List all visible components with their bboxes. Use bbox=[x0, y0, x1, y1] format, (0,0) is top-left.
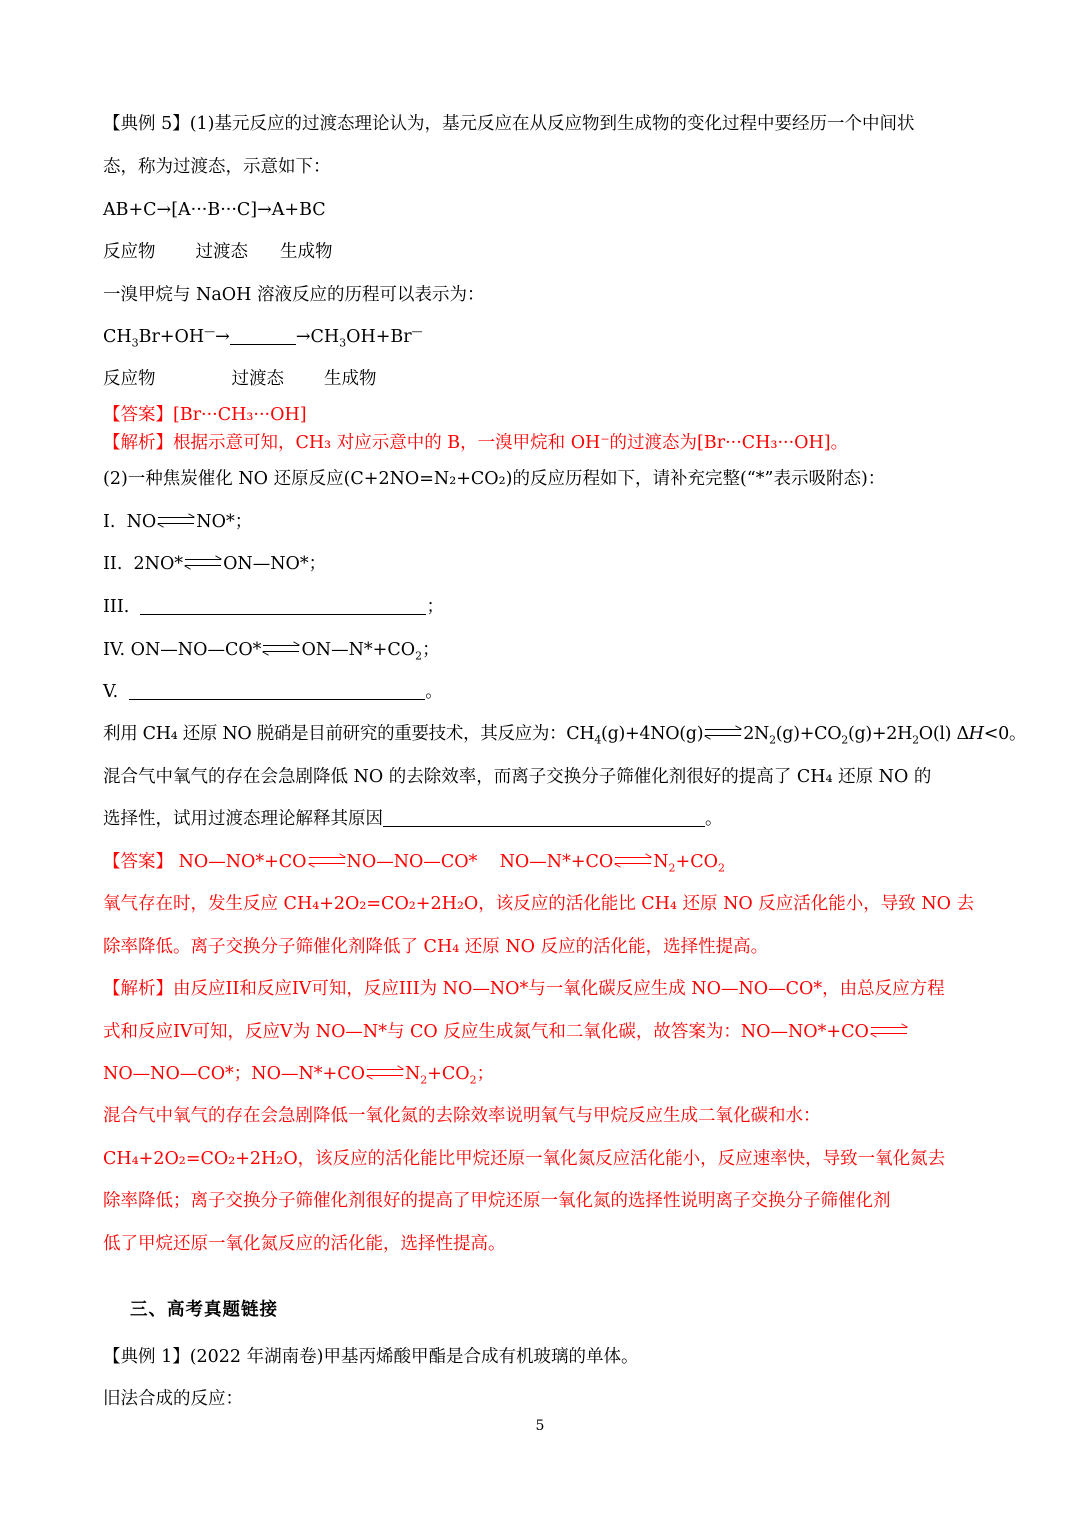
step-2: II. 2NO* ON—NO*； bbox=[103, 554, 327, 574]
example5-line1 bbox=[103, 112, 983, 136]
example5-p1-line1: (1)基元反应的过渡态理论认为，基元反应在从反应物到生成物的变化过程中要经历一个中间状 bbox=[189, 114, 915, 134]
scheme-equation: AB+C→[A···B···C]→A+BC bbox=[103, 200, 326, 220]
label-product: 生成物 bbox=[280, 242, 333, 262]
label-reactant: 反应物 bbox=[103, 242, 156, 262]
example1-text: (2022 年湖南卷)甲基丙烯酸甲酯是合成有机玻璃的单体。 bbox=[189, 1347, 639, 1367]
step-1-label: I. bbox=[103, 512, 116, 532]
step-4-label: IV. bbox=[103, 640, 126, 660]
answer-1-text: [Br···CH₃···OH] bbox=[173, 405, 307, 425]
ch4-reaction-line: 利用 CH₄ 还原 NO 脱硝是目前研究的重要技术，其反应为：$CH_4(g)+4NO(g)$ $2N_2(g)+CO_2(g)+2H_2O(l)$ ΔH<0。 bbox=[103, 724, 1027, 747]
step-5: V. 。 bbox=[103, 682, 443, 702]
label-product-2: 生成物 bbox=[324, 369, 377, 389]
bromomethane-equation: $CH_3Br+OH^—\to \to CH_3OH+Br^—$ bbox=[103, 325, 423, 350]
analysis-1-text: 根据示意可知，CH₃ 对应示意中的 B，一溴甲烷和 OH⁻的过渡态为[Br···CH₃···OH]。 bbox=[173, 433, 849, 453]
step-4: IV. ON—NO—CO* $ON—N*+CO_2$； bbox=[103, 640, 440, 663]
page-number: 5 bbox=[535, 1418, 545, 1434]
analysis-2-tag: 【解析】 bbox=[103, 979, 173, 999]
selectivity-line: 选择性，试用过渡态理论解释其原因 。 bbox=[103, 809, 723, 829]
answer-blank-reason bbox=[383, 810, 705, 827]
answer-1 bbox=[103, 403, 983, 427]
answer-2-line3: 除率降低。离子交换分子筛催化剂降低了 CH₄ 还原 NO 反应的活化能，选择性提高。 bbox=[103, 937, 769, 957]
intro-line: 一溴甲烷与 NaOH 溶液反应的历程可以表示为： bbox=[103, 285, 485, 305]
answer-2-tag: 【答案】 bbox=[103, 852, 173, 872]
analysis-2-line7: 低了甲烷还原一氧化氮反应的活化能，选择性提高。 bbox=[103, 1234, 506, 1254]
example1-title: 【典例 1】 bbox=[103, 1347, 190, 1367]
analysis-2-line5: CH₄+2O₂=CO₂+2H₂O，该反应的活化能比甲烷还原一氧化氮反应活化能小，反应速率快，导致一氧化氮去 bbox=[103, 1149, 946, 1169]
section-title: 三、高考真题链接 bbox=[130, 1300, 278, 1320]
answer-blank-step3 bbox=[140, 598, 426, 615]
analysis-2-line4: 混合气中氧气的存在会急剧降低一氧化氮的去除效率说明氧气与甲烷反应生成二氧化碳和水： bbox=[103, 1106, 821, 1126]
part2-intro: (2)一种焦炭催化 NO 还原反应(C+2NO=N₂+CO₂)的反应历程如下，请补充完整(“*”表示吸附态)： bbox=[103, 469, 886, 489]
analysis-2-line6: 除率降低；离子交换分子筛催化剂很好的提高了甲烷还原一氧化氮的选择性说明离子交换分子筛催化剂 bbox=[103, 1191, 891, 1211]
analysis-1 bbox=[103, 431, 983, 455]
step-5-label: V. bbox=[103, 682, 119, 702]
analysis-2-line3: NO—NO—CO*；NO—N*+CO $N_2+CO_2$； bbox=[103, 1064, 495, 1087]
analysis-2-text1: 由反应II和反应IV可知，反应III为 NO—NO*与一氧化碳反应生成 NO—NO—CO*，由总反应方程 bbox=[173, 979, 945, 999]
label-transition: 过渡态 bbox=[195, 242, 248, 262]
step-3: III. ； bbox=[103, 597, 444, 617]
equation-labels bbox=[103, 367, 983, 391]
answer-blank-1 bbox=[230, 328, 296, 345]
answer-2: 【答案】 NO—NO*+CO NO—NO—CO* NO—N*+CO $N_2+CO_2$ bbox=[103, 852, 725, 875]
label-reactant-2: 反应物 bbox=[103, 369, 156, 389]
answer-blank-step5 bbox=[129, 683, 425, 700]
step-3-label: III. bbox=[103, 597, 130, 617]
step-1: I. NO NO*； bbox=[103, 512, 253, 532]
selectivity-text: 选择性，试用过渡态理论解释其原因 bbox=[103, 809, 383, 829]
analysis-2-text2: 式和反应IV可知，反应V为 NO—N*与 CO 反应生成氮气和二氧化碳，故答案为：NO—NO*+CO bbox=[103, 1022, 869, 1042]
example5-p1-line2: 态，称为过渡态，示意如下： bbox=[103, 157, 331, 177]
example5-title: 【典例 5】 bbox=[103, 114, 190, 134]
scheme-labels bbox=[103, 240, 983, 264]
analysis-2-line2 bbox=[103, 1020, 983, 1044]
ch4-reaction-text: 利用 CH₄ 还原 NO 脱硝是目前研究的重要技术，其反应为： bbox=[103, 724, 567, 744]
oxygen-effect-line: 混合气中氧气的存在会急剧降低 NO 的去除效率，而离子交换分子筛催化剂很好的提高了 CH₄ 还原 NO 的 bbox=[103, 767, 932, 787]
answer-2-line2: 氧气存在时，发生反应 CH₄+2O₂=CO₂+2H₂O，该反应的活化能比 CH₄ 还原 NO 反应活化能小，导致 NO 去 bbox=[103, 894, 975, 914]
step-2-label: II. bbox=[103, 554, 123, 574]
analysis-tag: 【解析】 bbox=[103, 433, 173, 453]
analysis-2-line1 bbox=[103, 977, 983, 1001]
answer-tag: 【答案】 bbox=[103, 405, 173, 425]
label-transition-2: 过渡态 bbox=[231, 369, 284, 389]
example1-line2: 旧法合成的反应： bbox=[103, 1389, 243, 1409]
example1-line1 bbox=[103, 1345, 983, 1369]
